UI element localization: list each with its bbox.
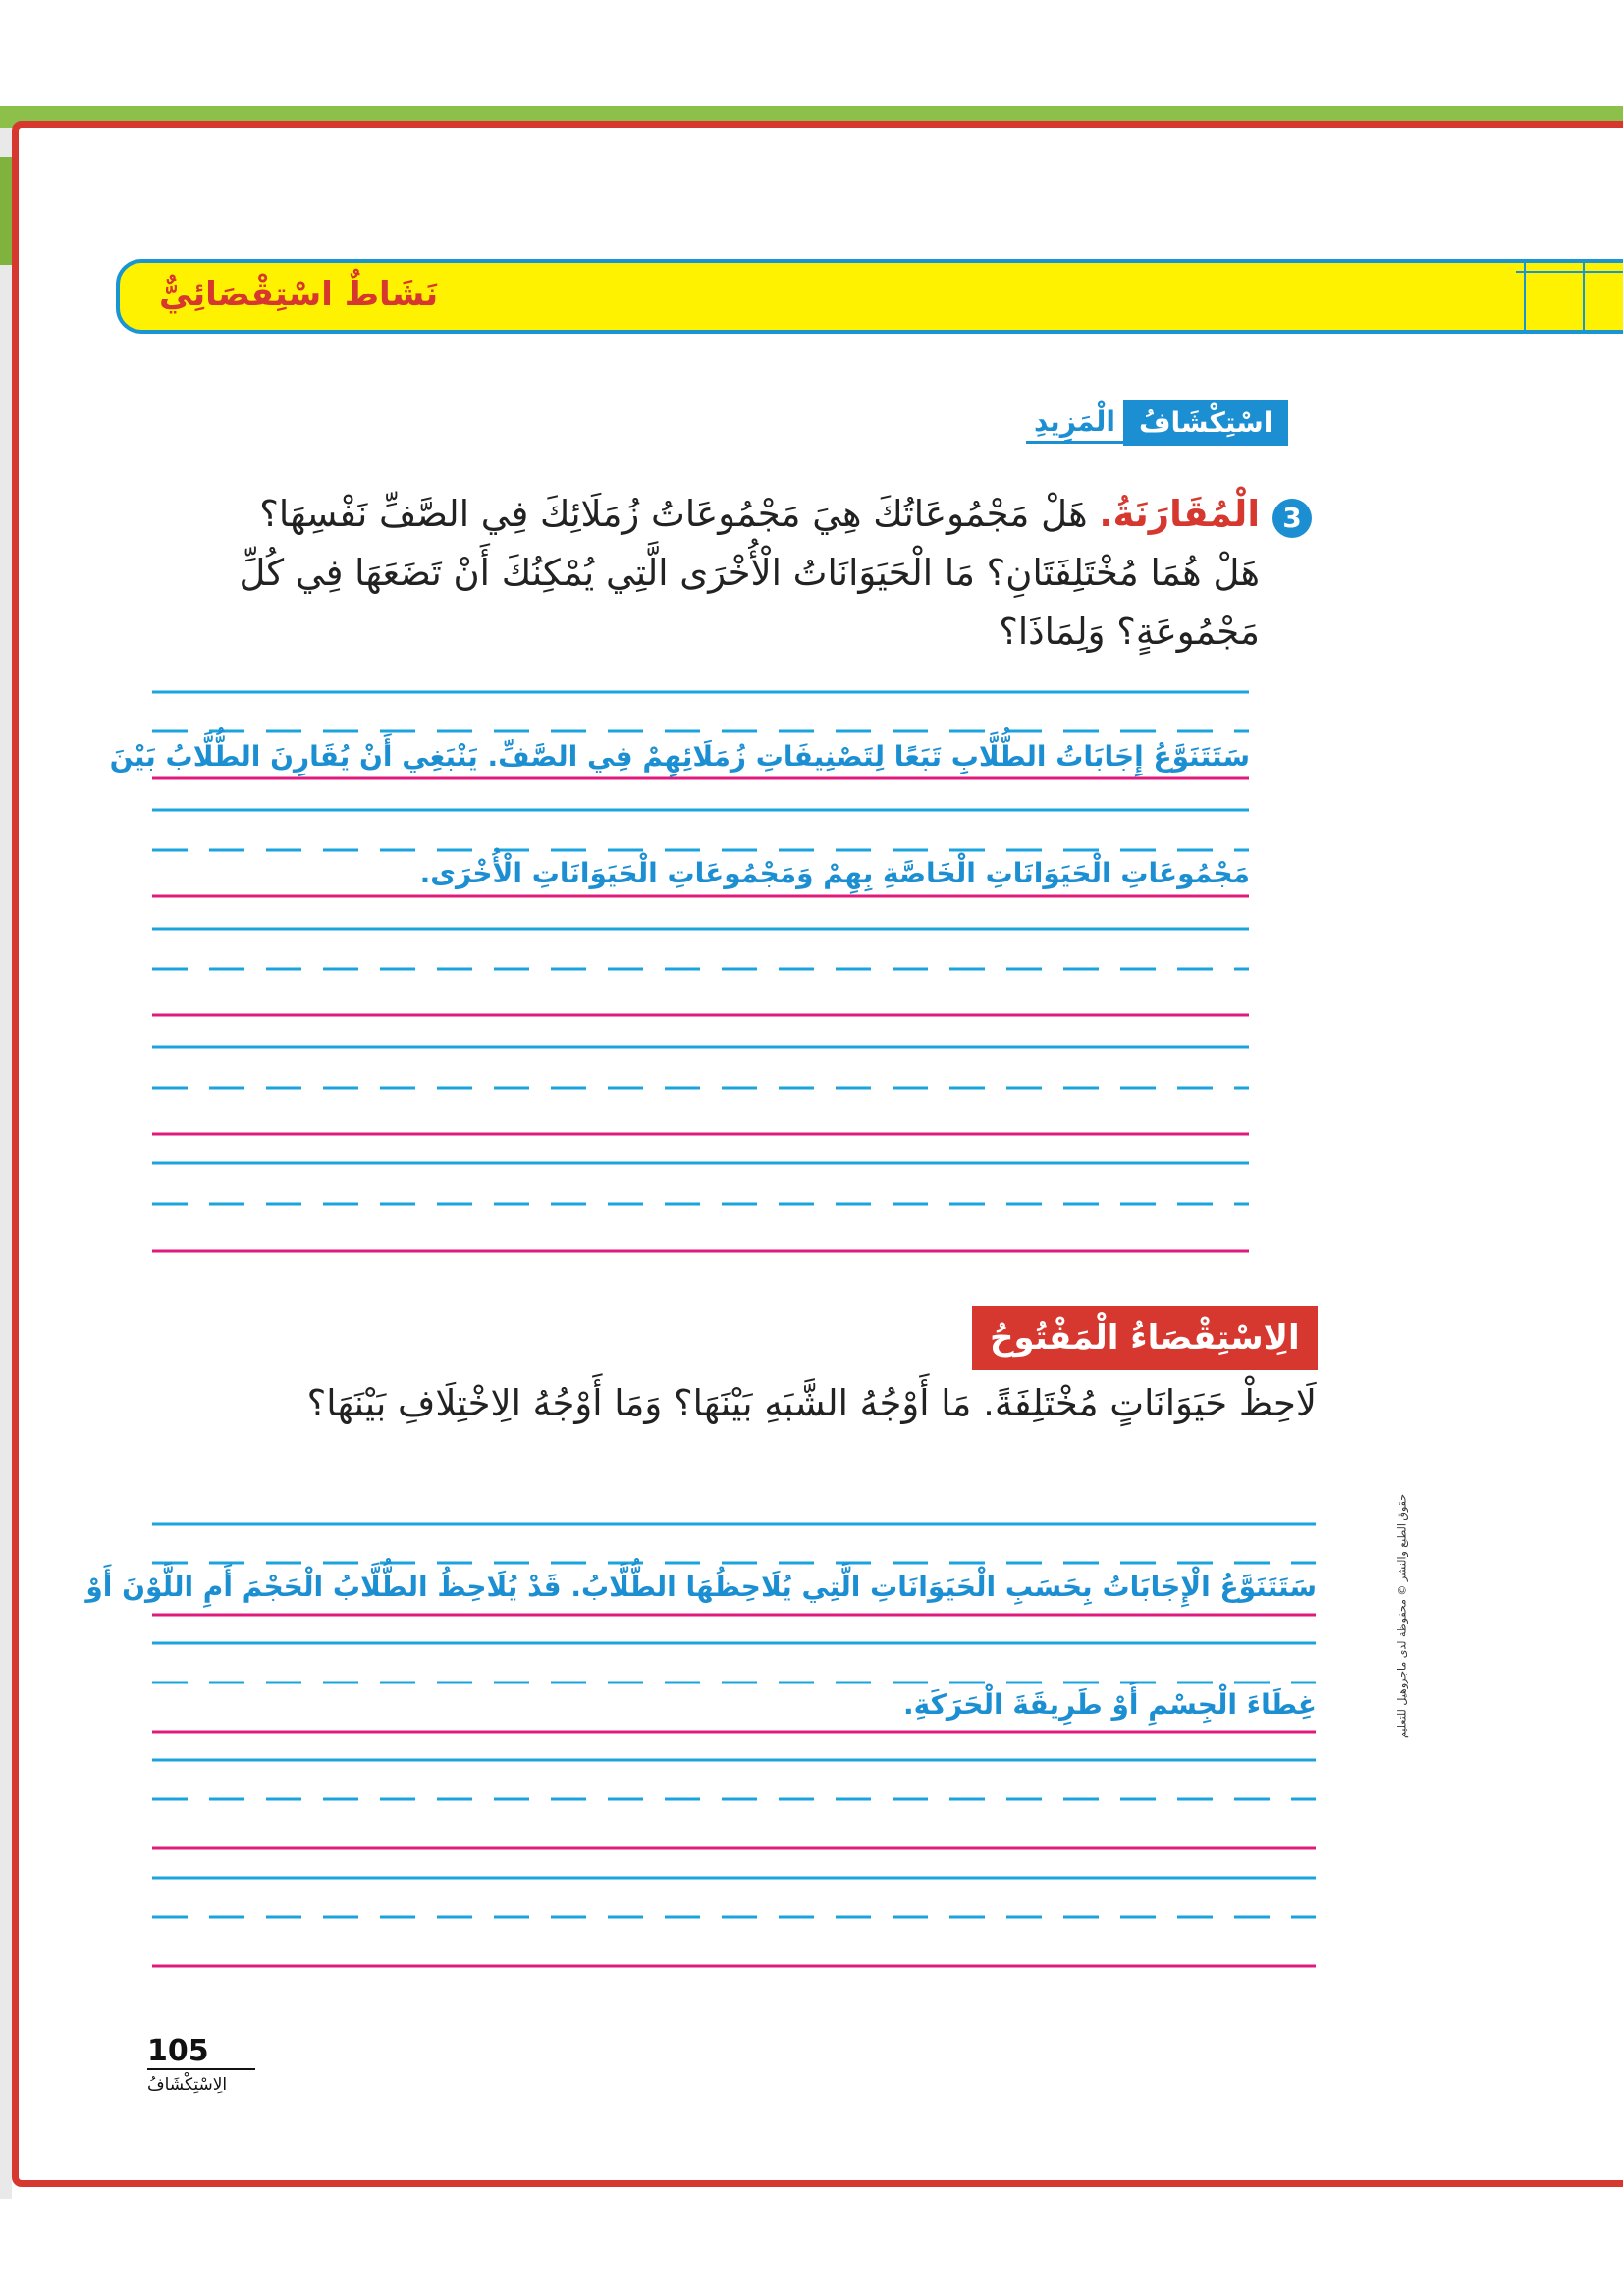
question-number-badge: 3 bbox=[1272, 499, 1312, 538]
open-inquiry-answer-line-1: سَتَتَنَوَّعُ الْإِجَابَاتُ بِحَسَبِ الْحَيَوَانَاتِ الَّتِي يُلَاحِظُهَا الطُّلَّابُ. قَدْ يُلَاحِظُ الطُّلَّابُ الْحَجْمَ أَمِ اللَّوْنَ أَوْ bbox=[85, 1571, 1317, 1603]
page-number: 105 bbox=[147, 2034, 255, 2070]
copyright-text: حقوق الطبع والنشر © محفوظة لدى ماجروهيل للتعليم bbox=[1395, 1494, 1409, 1738]
open-inquiry-answer-line-2: غِطَاءَ الْجِسْمِ أَوْ طَرِيقَةَ الْحَرَكَةِ. bbox=[902, 1688, 1317, 1721]
explore-label: اسْتِكْشَافُ bbox=[1123, 400, 1288, 446]
unit-label: الِاسْتِكْشَافُ bbox=[147, 2075, 228, 2095]
activity-title: نَشَاطٌ اسْتِقْصَائِيٌّ bbox=[159, 275, 439, 314]
open-inquiry-heading: الِاسْتِقْصَاءُ الْمَفْتُوحُ bbox=[972, 1306, 1318, 1370]
copyright-note bbox=[1392, 1374, 1412, 1865]
question-3-answer-line-1: سَتَتَنَوَّعُ إِجَابَاتُ الطُّلَّابِ تَبَعًا لِتَصْنِيفَاتِ زُمَلَائِهِمْ فِي الصَّفِّ. يَنْبَغِي أَنْ يُقَارِنَ الطُّلَّابُ بَيْنَ bbox=[109, 740, 1250, 773]
question-keyword: الْمُقَارَنَةُ. bbox=[1099, 493, 1260, 535]
question-3-answer-line-2: مَجْمُوعَاتِ الْحَيَوَانَاتِ الْخَاصَّةِ بِهِمْ وَمَجْمُوعَاتِ الْحَيَوَانَاتِ الْأُخْرَى. bbox=[419, 857, 1250, 889]
question-body: هَلْ مَجْمُوعَاتُكَ هِيَ مَجْمُوعَاتُ زُمَلَائِكَ فِي الصَّفِّ نَفْسِهَا؟ هَلْ هُمَا مُخْتَلِفَتَانِ؟ مَا الْحَيَوَانَاتُ الْأُخْرَى الَّتِي يُمْكِنُكَ أَنْ تَضَعَهَا فِي كُلِّ مَجْمُوعَةٍ؟ وَلِمَاذَا؟ bbox=[239, 493, 1260, 653]
more-label: الْمَزِيدِ bbox=[1026, 403, 1123, 444]
open-inquiry-text: لَاحِظْ حَيَوَانَاتٍ مُخْتَلِفَةً. مَا أَوْجُهُ الشَّبَهِ بَيْنَهَا؟ وَمَا أَوْجُهُ الِاخْتِلَافِ بَيْنَهَا؟ bbox=[306, 1382, 1317, 1424]
